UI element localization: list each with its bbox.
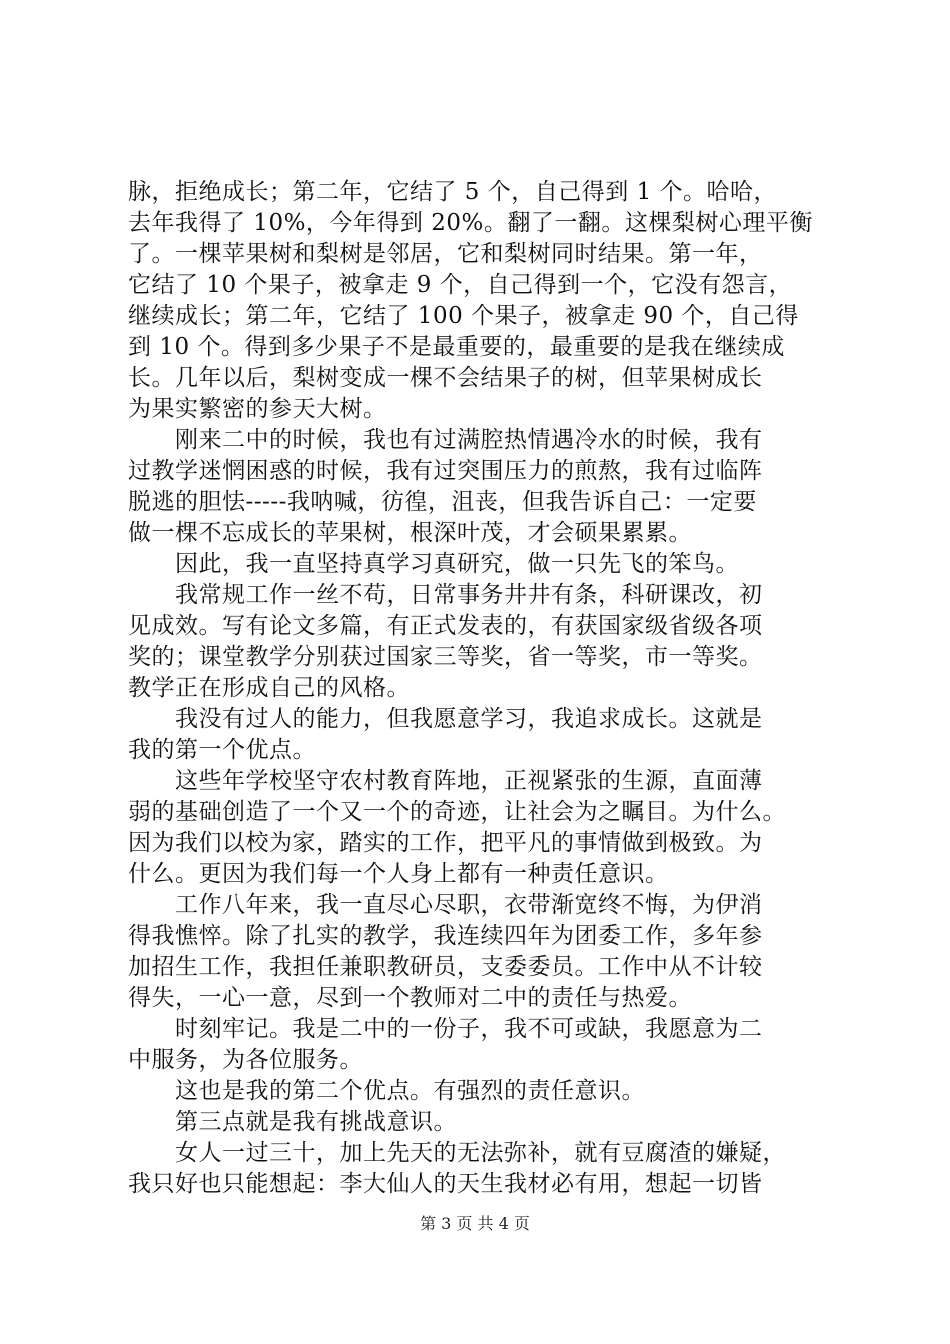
text-line: 脉，拒绝成长；第二年，它结了 5 个，自己得到 1 个。哈哈， xyxy=(128,179,778,205)
text-line: 加招生工作，我担任兼职教研员，支委委员。工作中从不计较 xyxy=(128,954,763,980)
text-line: 弱的基础创造了一个又一个的奇迹，让社会为之瞩目。为什么。 xyxy=(128,799,786,825)
text-line: 继续成长；第二年，它结了 100 个果子，被拿走 90 个，自己得 xyxy=(128,303,799,329)
text-line: 了。一棵苹果树和梨树是邻居，它和梨树同时结果。第一年， xyxy=(128,241,763,267)
text-line: 什么。更因为我们每一个人身上都有一种责任意识。 xyxy=(128,861,669,887)
text-line: 工作八年来，我一直尽心尽职，衣带渐宽终不悔，为伊消 xyxy=(128,892,763,918)
text-line: 得失，一心一意，尽到一个教师对二中的责任与热爱。 xyxy=(128,985,692,1011)
text-line: 因为我们以校为家，踏实的工作，把平凡的事情做到极致。为 xyxy=(128,830,763,856)
text-line: 脱逃的胆怯-----我呐喊，彷徨，沮丧，但我告诉自己：一定要 xyxy=(128,489,757,515)
text-line: 为果实繁密的参天大树。 xyxy=(128,396,387,422)
text-line: 第三点就是我有挑战意识。 xyxy=(128,1109,457,1135)
text-line: 奖的；课堂教学分别获过国家三等奖，省一等奖，市一等奖。 xyxy=(128,644,763,670)
text-line: 得我憔悴。除了扎实的教学，我连续四年为团委工作，多年参 xyxy=(128,923,763,949)
text-line: 因此，我一直坚持真学习真研究，做一只先飞的笨鸟。 xyxy=(128,551,739,577)
text-line: 我没有过人的能力，但我愿意学习，我追求成长。这就是 xyxy=(128,706,763,732)
text-line: 到 10 个。得到多少果子不是最重要的，最重要的是我在继续成 xyxy=(128,334,785,360)
text-line: 过教学迷惘困惑的时候，我有过突围压力的煎熬，我有过临阵 xyxy=(128,458,763,484)
text-line: 去年我得了 10%，今年得到 20%。翻了一翻。这棵梨树心理平衡 xyxy=(128,210,813,236)
page-number-footer: 第 3 页 共 4 页 xyxy=(420,1214,530,1233)
text-line: 做一棵不忘成长的苹果树，根深叶茂，才会硕果累累。 xyxy=(128,520,692,546)
text-line: 这些年学校坚守农村教育阵地，正视紧张的生源，直面薄 xyxy=(128,768,763,794)
text-line: 长。几年以后，梨树变成一棵不会结果子的树，但苹果树成长 xyxy=(128,365,763,391)
text-line: 我常规工作一丝不苟，日常事务井井有条，科研课改，初 xyxy=(128,582,763,608)
text-line: 它结了 10 个果子，被拿走 9 个，自己得到一个，它没有怨言， xyxy=(128,272,793,298)
text-line: 见成效。写有论文多篇，有正式发表的，有获国家级省级各项 xyxy=(128,613,763,639)
text-line: 女人一过三十，加上先天的无法弥补，就有豆腐渣的嫌疑， xyxy=(128,1140,786,1166)
document-body xyxy=(128,177,844,1200)
text-line: 刚来二中的时候，我也有过满腔热情遇冷水的时候，我有 xyxy=(128,427,763,453)
text-line: 我的第一个优点。 xyxy=(128,737,316,763)
text-line: 我只好也只能想起：李大仙人的天生我材必有用，想起一切皆 xyxy=(128,1171,763,1197)
text-line: 这也是我的第二个优点。有强烈的责任意识。 xyxy=(128,1078,645,1104)
text-line: 时刻牢记。我是二中的一份子，我不可或缺，我愿意为二 xyxy=(128,1016,763,1042)
text-line: 教学正在形成自己的风格。 xyxy=(128,675,410,701)
text-line: 中服务，为各位服务。 xyxy=(128,1047,363,1073)
